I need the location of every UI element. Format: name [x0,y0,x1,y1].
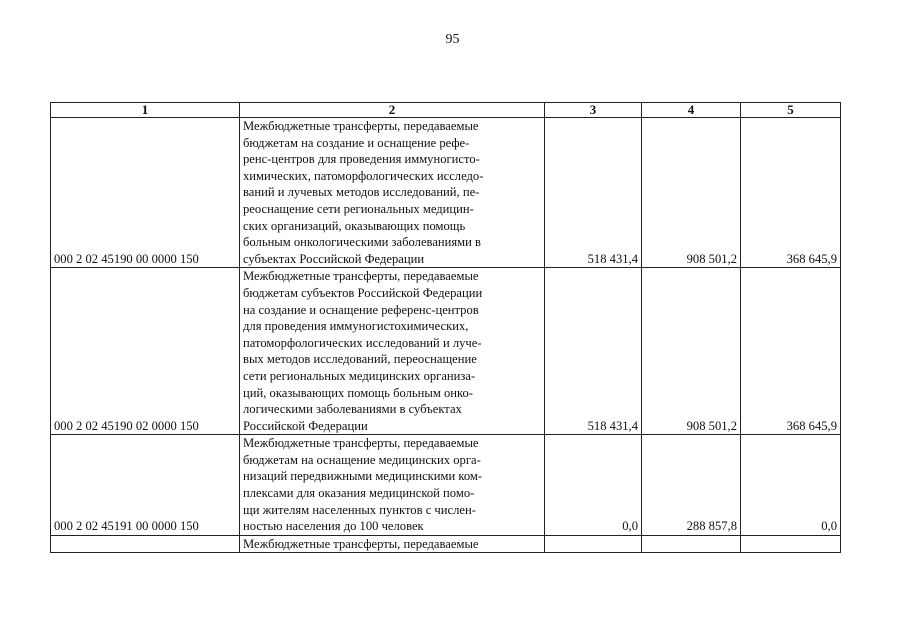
description-line: плексами для оказания медицинской помо- [243,486,475,501]
description-line: бюджетам на оснащение медицинских орга- [243,452,481,467]
description-line: Межбюджетные трансферты, передаваемые [243,269,479,284]
description-line: бюджетам субъектов Российской Федерации [243,285,483,300]
description-line: для проведения иммуногистохимических, [243,319,469,334]
description-line: Межбюджетные трансферты, передаваемые [243,119,479,133]
budget-code-cell: 000 2 02 45190 02 0000 150 [51,268,240,435]
amount-col4-cell: 908 501,2 [642,118,741,268]
description-line: ций, оказывающих помощь больным онко- [243,385,473,400]
description-cell [240,535,545,553]
amount-col5-cell: 0,0 [741,435,841,536]
description-line: вых методов исследований, переоснащение [243,352,477,367]
description-line: логическими заболеваниями в субъектах [243,402,462,417]
amount-col4-cell [642,535,741,553]
amount-col3-cell: 0,0 [545,435,642,536]
description-line: щи жителям населенных пунктов с числен- [243,502,476,517]
budget-code-cell: 000 2 02 45191 00 0000 150 [51,435,240,536]
description-line: субъектах Российской Федерации [243,251,425,266]
description-line: сети региональных медицинских организа- [243,368,476,383]
budget-table [50,102,841,553]
description-line: Межбюджетные трансферты, передаваемые [243,536,479,551]
description-cell [240,118,545,268]
budget-code-cell [51,535,240,553]
column-header-4: 4 [642,103,741,118]
table-row [51,118,841,268]
description-line: Российской Федерации [243,418,368,433]
description-line: на создание и оснащение референс-центров [243,302,479,317]
amount-col4-cell: 288 857,8 [642,435,741,536]
table-row [51,435,841,536]
description-line: ренс-центров для проведения иммуногисто- [243,152,480,167]
description-line: химических, патоморфологических исследо- [243,168,484,183]
amount-col3-cell: 518 431,4 [545,268,642,435]
description-cell [240,268,545,435]
table-header-row [51,103,841,118]
description-cell [240,435,545,536]
amount-col5-cell [741,535,841,553]
description-line: ских организаций, оказывающих помощь [243,218,466,233]
column-header-2: 2 [240,103,545,118]
column-header-5: 5 [741,103,841,118]
description-line: бюджетам на создание и оснащение рефе- [243,135,470,150]
table-row [51,268,841,435]
amount-col4-cell: 908 501,2 [642,268,741,435]
description-line: Межбюджетные трансферты, передаваемые [243,436,479,451]
description-line: низаций передвижными медицинскими ком- [243,469,483,484]
amount-col3-cell: 518 431,4 [545,118,642,268]
amount-col5-cell: 368 645,9 [741,118,841,268]
table-body [51,118,841,553]
amount-col5-cell: 368 645,9 [741,268,841,435]
budget-code-cell: 000 2 02 45190 00 0000 150 [51,118,240,268]
description-line: больным онкологическими заболеваниями в [243,235,481,250]
description-line: реоснащение сети региональных медицин- [243,201,474,216]
amount-col3-cell [545,535,642,553]
description-line: ваний и лучевых методов исследований, пе- [243,185,480,200]
page-number: 95 [445,32,460,47]
column-header-3: 3 [545,103,642,118]
description-line: ностью населения до 100 человек [243,519,424,534]
description-line: патоморфологических исследований и луче- [243,335,482,350]
table-row [51,535,841,553]
column-header-1: 1 [51,103,240,118]
